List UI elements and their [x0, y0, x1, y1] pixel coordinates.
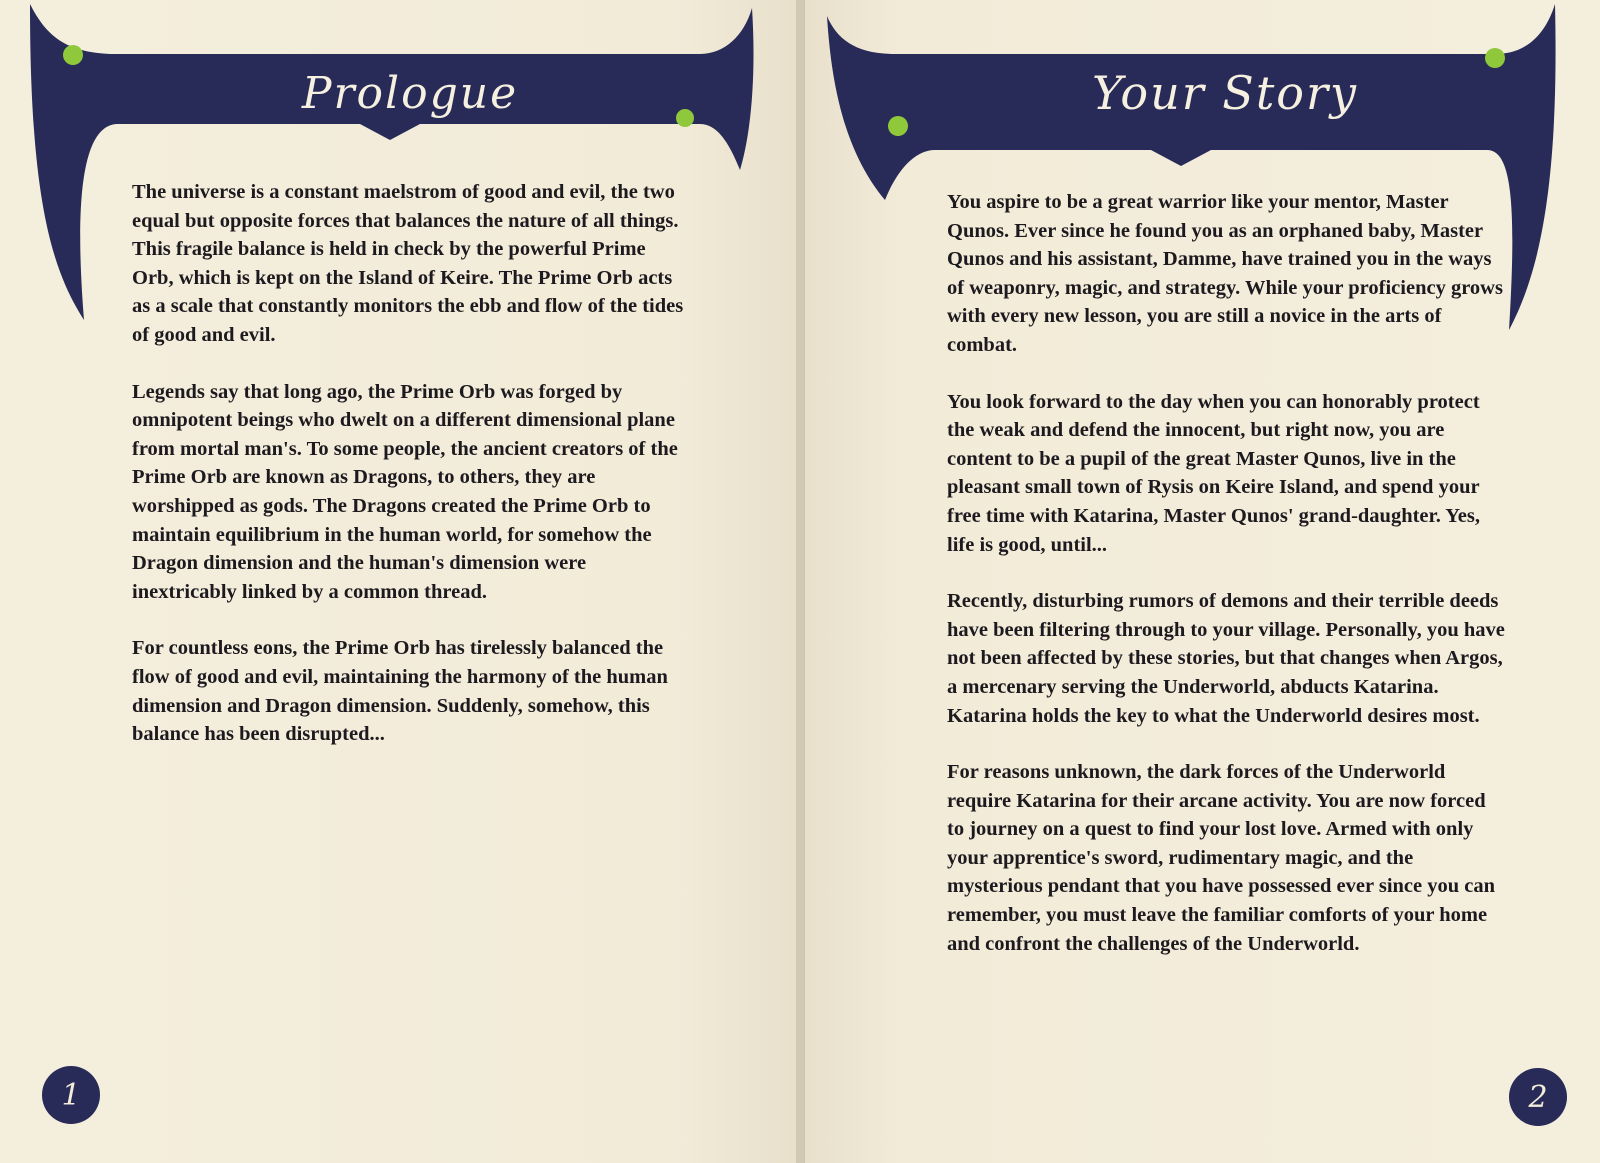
paragraph: Recently, disturbing rumors of demons and their terrible deeds have been filtering through to your village. Personally, you have not been affected by these stories, but that changes when Argos, a mercenary serving the Underworld, abducts Katarina. Katarina holds the key to what the Underworld desires most.: [947, 590, 1505, 727]
page-number-badge: 2: [1509, 1068, 1567, 1126]
page-title-your-story: Your Story: [1092, 66, 1358, 120]
paragraph: You aspire to be a great warrior like your mentor, Master Qunos. Ever since he found you as an orphaned baby, Master Qunos and his assistant, Damme, have trained you in the ways of weaponry, magic, and strategy. While your proficiency grows with every new lesson, you are still a novice in the arts of combat.: [947, 191, 1503, 356]
ornament-dot-icon: [676, 109, 694, 127]
ornament-dot-icon: [1485, 48, 1505, 68]
paragraph: For countless eons, the Prime Orb has tirelessly balanced the flow of good and evil, maintaining the harmony of the human dimension and Dragon dimension. Suddenly, somehow, this balance has been disrupted...: [132, 637, 668, 746]
page-right: [804, 0, 1600, 1163]
your-story-text: [947, 188, 1507, 986]
ornament-dot-icon: [63, 45, 83, 65]
page-left: [0, 0, 797, 1163]
page-number-badge: 1: [42, 1066, 100, 1124]
book-gutter: [796, 0, 804, 1163]
ornament-dot-icon: [888, 116, 908, 136]
prologue-text: [132, 178, 692, 777]
paragraph: Legends say that long ago, the Prime Orb was forged by omnipotent beings who dwelt on a different dimensional plane from mortal man's. To some people, the ancient creators of the Prime Orb are known as Dragons, to others, they are worshipped as gods. The Dragons created the Prime Orb to maintain equilibrium in the human world, for somehow the Dragon dimension and the human's dimension were inextricably linked by a common thread.: [132, 380, 678, 603]
paragraph: You look forward to the day when you can honorably protect the weak and defend the innocent, but right now, you are content to be a pupil of the great Master Qunos, live in the pleasant small town of Rysis on Keire Island, and spend your free time with Katarina, Master Qunos' grand-daughter. Yes, life is good, until...: [947, 390, 1480, 556]
paragraph: The universe is a constant maelstrom of good and evil, the two equal but opposite forces that balances the nature of all things. This fragile balance is held in check by the powerful Prime Orb, which is kept on the Island of Keire. The Prime Orb acts as a scale that constantly monitors the ebb and flow of the tides of good and evil.: [132, 181, 684, 346]
paragraph: For reasons unknown, the dark forces of the Underworld require Katarina for their arcane activity. You are now forced to journey on a quest to find your lost love. Armed with only your apprentice's sword, rudimentary magic, and the mysterious pendant that you have possessed ever since you can remember, you must leave the familiar comforts of your home and confront the challenges of the Underworld.: [947, 761, 1496, 955]
page-title-prologue: Prologue: [301, 68, 519, 119]
